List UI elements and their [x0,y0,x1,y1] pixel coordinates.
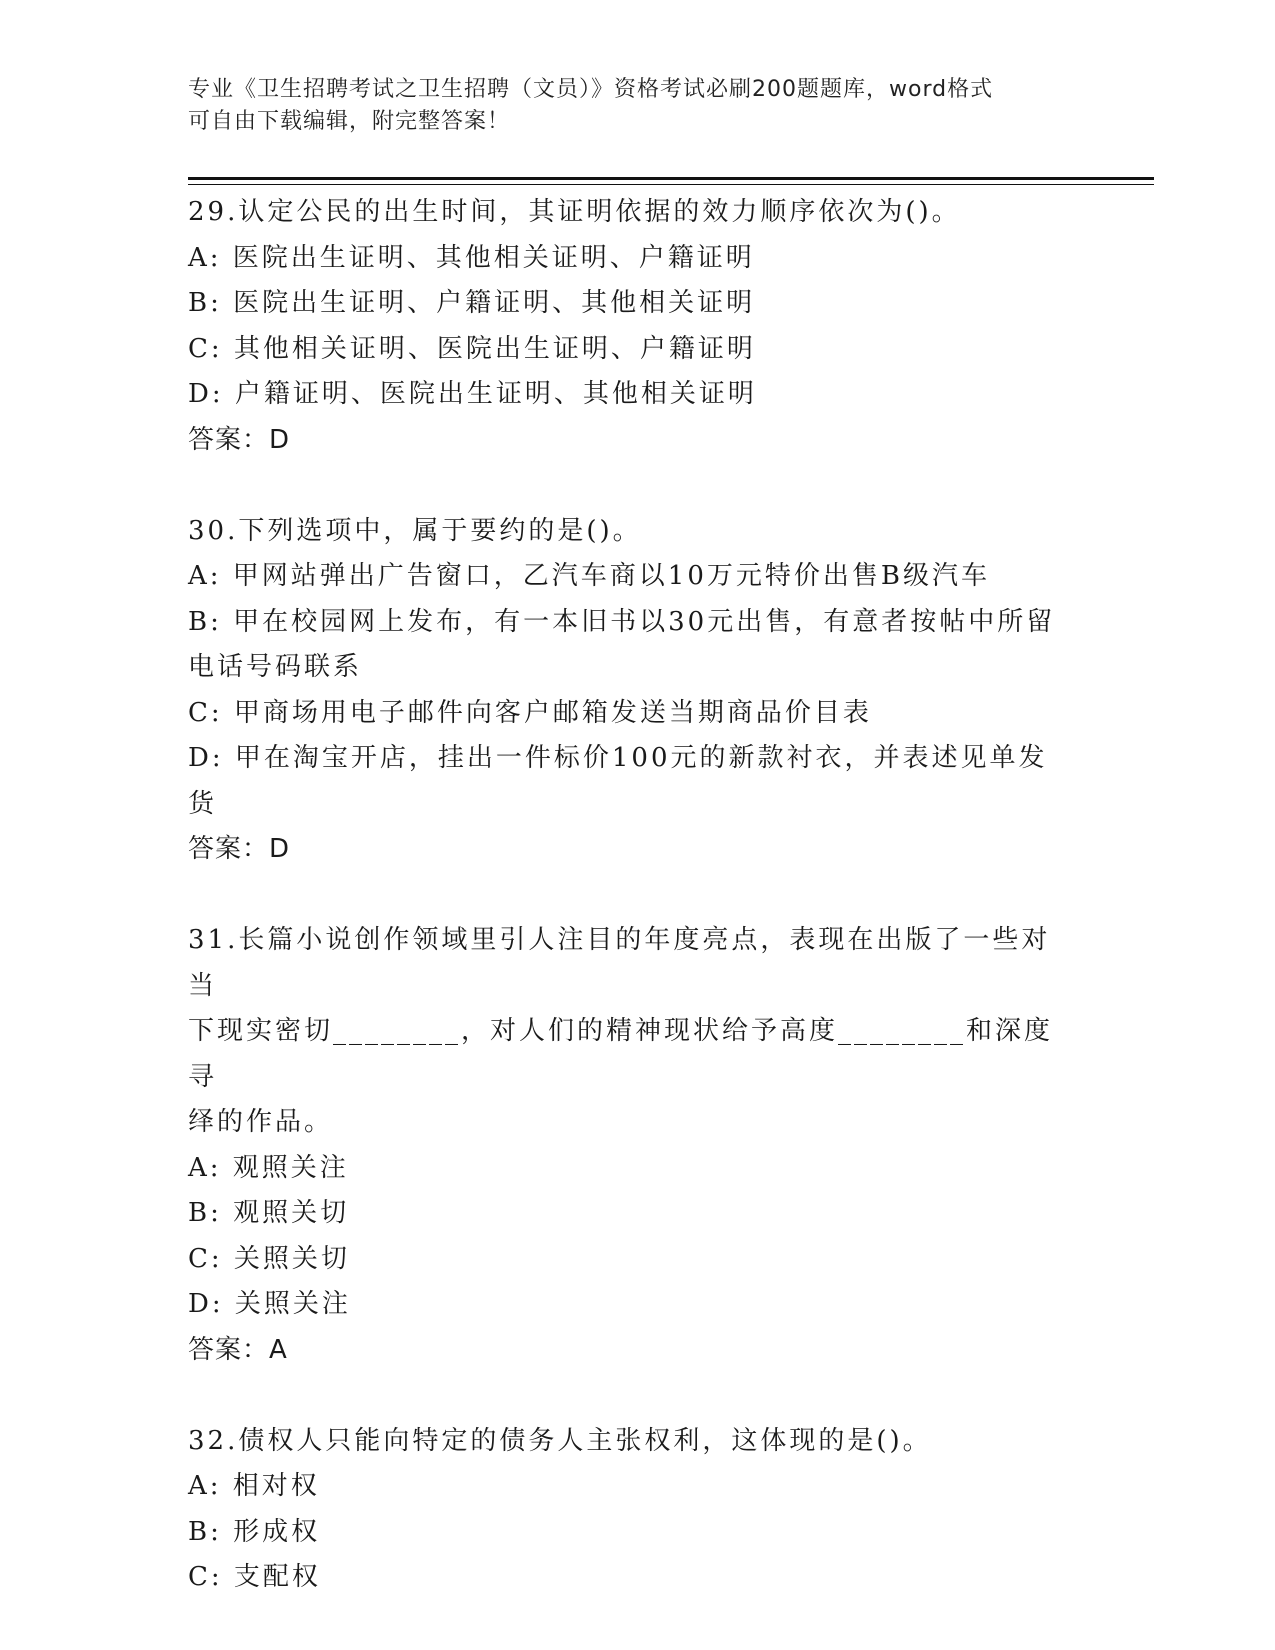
answer-option-line: D: 关照关注 [188,1289,351,1319]
question-text-line: 30.下列选项中，属于要约的是()。 [188,515,642,546]
answer-option-line: B: 甲在校园网上发布，有一本旧书以30元出售，有意者按帖中所留 [188,606,1056,637]
question-block [188,1419,1068,1601]
answer-option [188,1282,1068,1328]
question-text-line: 32.债权人只能向特定的债务人主张权利，这体现的是()。 [188,1425,932,1456]
question-text [188,190,1068,236]
answer-option-line: C: 甲商场用电子邮件向客户邮箱发送当期商品价目表 [188,697,872,728]
question-spacer [188,463,1068,509]
answer-option [188,691,1068,737]
question-text [188,1419,1068,1465]
question-spacer [188,1373,1068,1419]
answer-option-line: D: 甲在淘宝开店，挂出一件标价100元的新款衬衣，并表述见单发货 [188,743,1048,819]
answer-option [188,554,1068,600]
answer-option-line: 电话号码联系 [188,652,363,682]
answer-option-line: A: 甲网站弹出广告窗口，乙汽车商以10万元特价出售B级汽车 [188,561,990,591]
question-text [188,509,1068,555]
question-block [188,918,1068,1419]
answer-option [188,600,1068,691]
answer-option-line: B: 形成权 [188,1516,321,1547]
header-divider-thin [188,184,1154,185]
answer-option-line: A: 医院出生证明、其他相关证明、户籍证明 [188,242,755,273]
answer-option-line: A: 相对权 [188,1471,320,1501]
question-text [188,918,1068,1146]
correct-answer: 答案：A [188,1334,288,1365]
question-list [188,190,1068,1601]
answer-option [188,281,1068,327]
question-text-line: 29.认定公民的出生时间，其证明依据的效力顺序依次为()。 [188,197,961,227]
answer-option-line: B: 医院出生证明、户籍证明、其他相关证明 [188,288,756,318]
answer-option [188,736,1068,827]
question-text-line: 下现实密切________，对人们的精神现状给予高度________和深度寻 [188,1016,1054,1092]
header-line-2: 可自由下载编辑，附完整答案！ [188,109,511,134]
question-text-line: 31.长篇小说创作领域里引人注目的年度亮点，表现在出版了一些对当 [188,925,1051,1001]
answer-option-line: B: 观照关切 [188,1198,350,1228]
question-block [188,190,1068,509]
document-header [188,74,1068,138]
answer-option-line: C: 支配权 [188,1562,321,1592]
answer-option [188,1237,1068,1283]
answer-option [188,236,1068,282]
question-spacer [188,873,1068,919]
correct-answer: 答案：D [188,834,291,864]
answer-option [188,1555,1068,1601]
answer-option [188,1464,1068,1510]
answer-option [188,1191,1068,1237]
question-block [188,509,1068,919]
answer-option-line: A: 观照关注 [188,1152,349,1183]
correct-answer: 答案：D [188,424,291,455]
answer-option [188,327,1068,373]
answer-option [188,1510,1068,1556]
question-text-line: 绎的作品。 [188,1107,334,1137]
answer-option [188,372,1068,418]
answer-option [188,1146,1068,1192]
answer-option-line: D: 户籍证明、医院出生证明、其他相关证明 [188,379,757,409]
answer-option-line: C: 关照关切 [188,1243,350,1274]
header-divider-thick [188,177,1154,180]
answer-option-line: C: 其他相关证明、医院出生证明、户籍证明 [188,333,756,364]
header-line-1: 专业《卫生招聘考试之卫生招聘（文员）》资格考试必刷200题题库，word格式 [188,77,994,102]
